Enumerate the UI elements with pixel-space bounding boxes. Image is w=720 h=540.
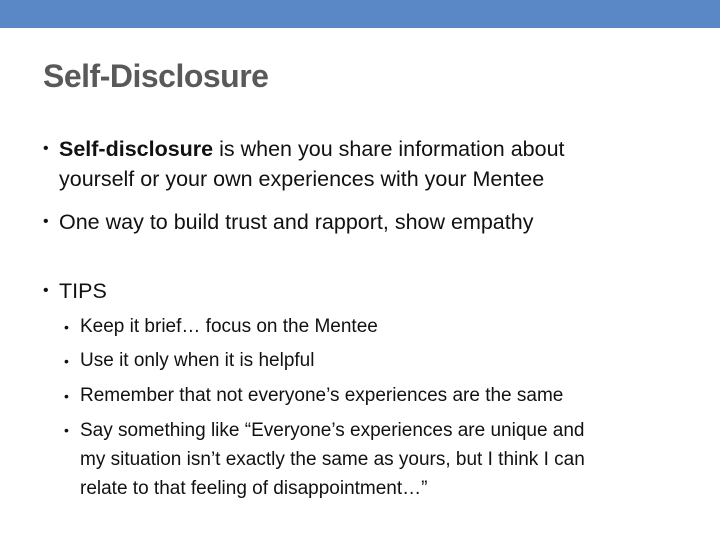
bullet-trust-rapport [43,207,534,237]
bullet-dot: • [43,282,49,299]
bullet-tips [43,276,107,306]
tip-text-continued: my situation isn’t exactly the same as yours, but I think I can [80,449,585,470]
tip-item [64,310,378,344]
tip-text: Say something like “Everyone’s experiences are unique and [80,420,585,441]
bold-term: Self-disclosure [59,137,214,161]
tip-text: Keep it brief… focus on the Mentee [80,316,378,337]
bullet-self-disclosure [43,134,565,194]
tip-item [64,344,315,378]
tip-item [64,416,585,503]
tip-text: Use it only when it is helpful [80,350,315,371]
tip-text-continued: relate to that feeling of disappointment…” [80,478,428,499]
bullet-dot: • [43,140,49,157]
tip-item [64,379,564,413]
slide-title: Self-Disclosure [43,58,269,94]
bullet-text: is when you share information about [213,137,565,161]
bullet-dot: • [64,388,69,404]
bullet-text: TIPS [59,279,107,303]
bullet-dot: • [43,213,49,230]
tip-text: Remember that not everyone’s experiences are the same [80,385,564,406]
bullet-text-continued: yourself or your own experiences with your Mentee [59,167,545,191]
bullet-text: One way to build trust and rapport, show empathy [59,210,534,234]
bullet-dot: • [64,422,69,438]
bullet-dot: • [64,319,69,335]
bullet-dot: • [64,353,69,369]
